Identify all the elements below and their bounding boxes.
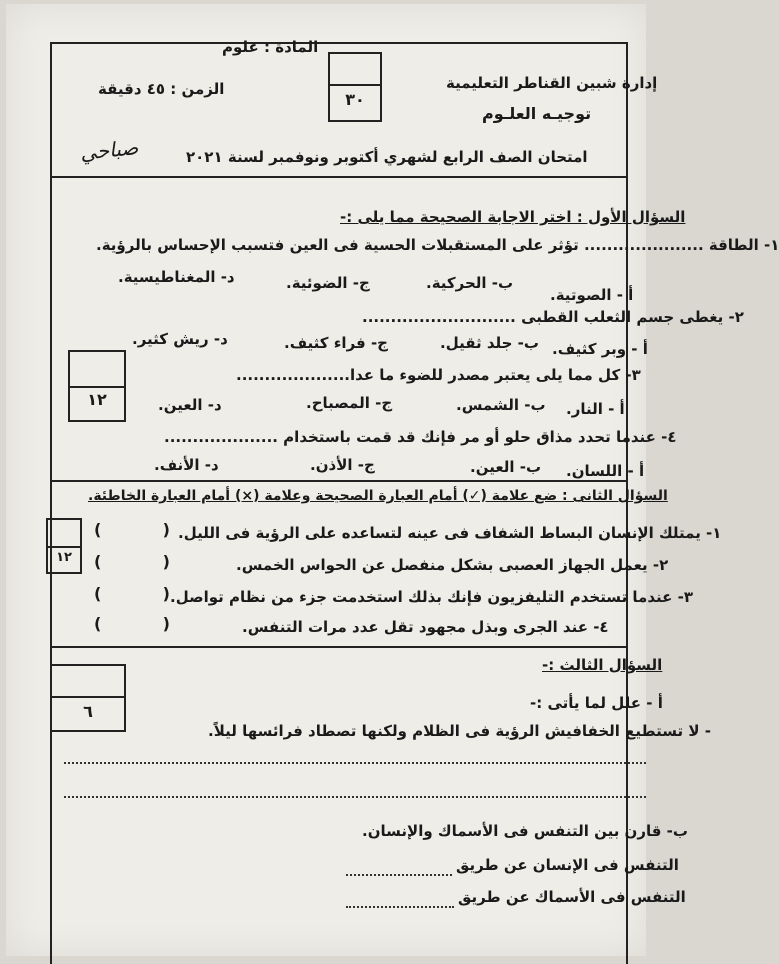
q1-item-1-option-d: د- المغناطيسية. xyxy=(118,268,235,286)
subject-label: المادة : علوم xyxy=(222,38,319,56)
q1-item-1-option-c: ج- الضوئية. xyxy=(286,274,370,292)
q1-item-2-stem: ٢- يغطى جسم الثعلب القطبى ........................... xyxy=(362,308,744,326)
exam-paper xyxy=(6,4,779,956)
q3-title: السؤال الثالث :- xyxy=(542,656,663,674)
q1-item-2-option-a: أ - وبر كثيف. xyxy=(552,340,648,358)
q1-item-1-option-b: ب- الحركية. xyxy=(426,274,514,292)
q3-part-b-human: التنفس فى الإنسان عن طريق xyxy=(456,856,679,874)
q1-item-3-option-b: ب- الشمس. xyxy=(456,396,546,414)
q2-statement-2: ٢- يعمل الجهاز العصبى بشكل منفصل عن الحواس الخمس. xyxy=(236,556,669,574)
q1-title: السؤال الأول : اختر الاجابة الصحيحة مما يلى :- xyxy=(340,208,686,226)
q2-answer-paren-4[interactable]: ( ) xyxy=(94,614,170,633)
q2-answer-paren-2[interactable]: ( ) xyxy=(94,552,170,571)
q3-grade-value: ٦ xyxy=(83,702,93,721)
q3-part-b-human-answer[interactable] xyxy=(346,874,452,876)
q3-grade-box xyxy=(50,664,126,732)
q1-item-4-option-c: ج- الأذن. xyxy=(310,456,375,474)
q1-item-2-option-b: ب- جلد ثقيل. xyxy=(440,334,539,352)
header-divider xyxy=(50,176,628,178)
q3-answer-line-1[interactable] xyxy=(64,762,646,764)
q3-part-b-fish-answer[interactable] xyxy=(346,906,454,908)
handwritten-period-note: صباحي xyxy=(78,135,140,165)
q1-item-3-option-a: أ - النار. xyxy=(566,400,625,418)
q1-divider xyxy=(50,480,628,482)
q3-part-b-title: ب- قارن بين التنفس فى الأسماك والإنسان. xyxy=(362,822,688,840)
q1-item-1-option-a: أ - الصوتية. xyxy=(550,286,634,304)
total-marks-value: ٣٠ xyxy=(345,90,365,109)
q2-grade-box xyxy=(46,518,82,574)
q3-answer-line-2[interactable] xyxy=(64,796,646,798)
q1-item-4-option-b: ب- العين. xyxy=(470,458,542,476)
total-marks-box xyxy=(328,52,382,122)
q1-item-4-stem: ٤- عندما تحدد مذاق حلو أو مر فإنك قد قمت باستخدام .................... xyxy=(164,428,677,446)
q3-part-a-item: - لا تستطيع الخفافيش الرؤية فى الظلام ولكنها تصطاد فرائسها ليلاً. xyxy=(208,722,711,740)
exam-title: امتحان الصف الرابع لشهري أكتوبر ونوفمبر لسنة ٢٠٢١ xyxy=(186,148,588,166)
q2-divider xyxy=(50,646,628,648)
q2-grade-value: ١٢ xyxy=(56,550,72,565)
q2-statement-1: ١- يمتلك الإنسان البساط الشفاف فى عينه لتساعده على الرؤية فى الليل. xyxy=(178,524,722,542)
q1-item-4-option-a: أ - اللسان. xyxy=(566,462,645,480)
q2-title: السؤال الثانى : ضع علامة (✓) أمام العبارة الصحيحة وعلامة (×) أمام العبارة الخاطئة. xyxy=(88,488,668,504)
q1-item-3-stem: ٣- كل مما يلى يعتبر مصدر للضوء ما عدا.................... xyxy=(236,366,641,384)
q2-statement-3: ٣- عندما تستخدم التليفزيون فإنك بذلك استخدمت جزء من نظام تواصل. xyxy=(170,588,693,606)
time-label: الزمن : ٤٥ دقيقة xyxy=(98,80,225,98)
q3-part-b-fish: التنفس فى الأسماك عن طريق xyxy=(458,888,686,906)
q1-grade-value: ١٢ xyxy=(87,390,107,409)
q1-item-2-option-c: ج- فراء كثيف. xyxy=(284,334,388,352)
q2-answer-paren-3[interactable]: ( ) xyxy=(94,584,170,603)
administration-name: إدارة شبين القناطر التعليمية xyxy=(446,74,658,92)
q1-item-3-option-d: د- العين. xyxy=(158,396,222,414)
q1-item-4-option-d: د- الأنف. xyxy=(154,456,219,474)
department-name: توجيـه العلـوم xyxy=(482,104,592,123)
q1-item-1-stem: ١- الطاقة ..................... تؤثر على المستقبلات الحسية فى العين فتسبب الإحساس بالرؤية. xyxy=(96,236,779,254)
q1-item-3-option-c: ج- المصباح. xyxy=(306,394,393,412)
q2-answer-paren-1[interactable]: ( ) xyxy=(94,520,170,539)
q3-part-a-title: أ - علل لما يأتى :- xyxy=(530,694,663,712)
q1-item-2-option-d: د- ريش كثير. xyxy=(132,330,228,348)
q1-grade-box xyxy=(68,350,126,422)
q2-statement-4: ٤- عند الجرى وبذل مجهود تقل عدد مرات التنفس. xyxy=(242,618,609,636)
